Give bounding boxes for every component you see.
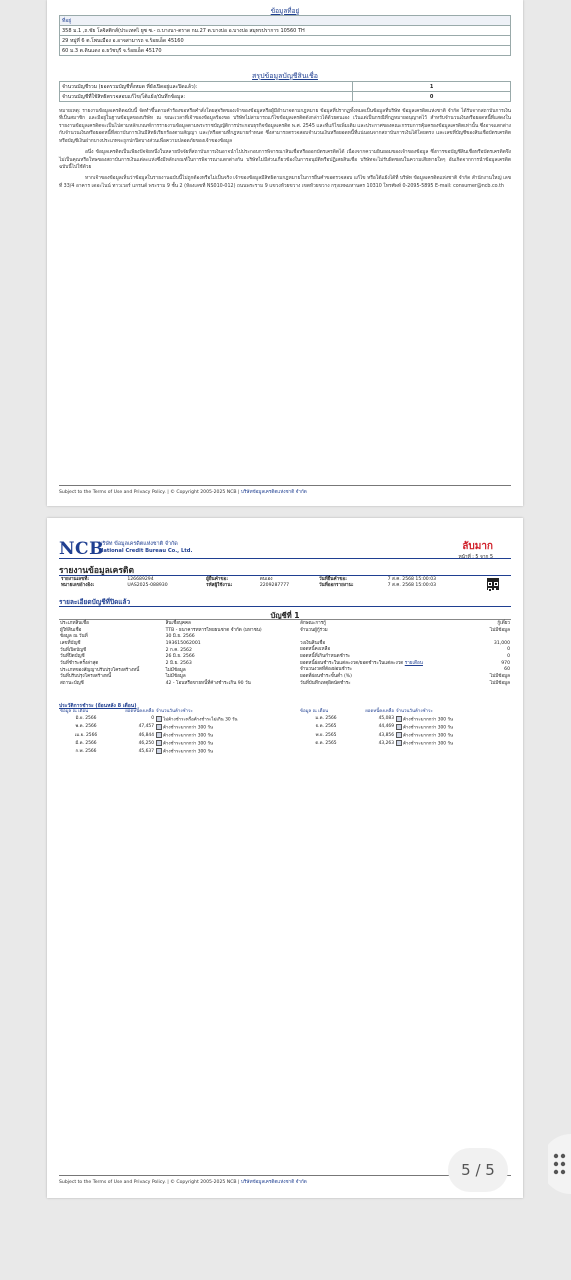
- monthly-link[interactable]: รายเดือน: [404, 660, 423, 666]
- confidential-label: ลับมาก: [462, 541, 493, 552]
- page-footer: [59, 489, 511, 496]
- kv-value: 42 - โอนหรือขายหนี้ที่ค้างชำระเกิน 90 วัน: [165, 680, 251, 686]
- history-header: จำนวนวันค้างชำระ: [396, 709, 433, 714]
- kv-value: TTB - ธนาคารทหารไทยธนชาต จำกัด (มหาชน): [165, 627, 262, 633]
- history-status: [155, 748, 239, 756]
- footer-divider: [59, 485, 511, 486]
- table-row: [59, 716, 239, 724]
- report-no-value: 126689294: [127, 577, 154, 582]
- table-row: [299, 716, 454, 724]
- history-balance: 45,083: [378, 716, 394, 722]
- user-id-value: 2209287777: [259, 582, 290, 588]
- kv-label: จำนวนงวดที่ต้องผ่อนชำระ: [300, 667, 353, 673]
- kv-label: วันที่เปิดบัญชี: [60, 647, 87, 653]
- kv-value: 26 มิ.ย. 2566: [165, 654, 195, 660]
- table-row: [59, 740, 239, 748]
- history-status-text: ค้างชำระมากกว่า 300 วัน: [163, 725, 213, 731]
- requester-value: ตนเอง: [259, 577, 273, 582]
- address-section-title: ข้อมูลที่อยู่: [270, 7, 300, 15]
- kv-label: ผู้ให้สินเชื่อ: [60, 627, 82, 633]
- kv-value: 970: [501, 660, 510, 666]
- account-divider: [59, 619, 511, 620]
- footer-link[interactable]: บริษัทข้อมูลเครดิตแห่งชาติ จำกัด: [241, 1180, 307, 1185]
- kv-value: กู้เดี่ยว: [497, 621, 510, 626]
- history-month: เม.ย. 2566: [74, 732, 98, 738]
- kv-value: 2 มิ.ย. 2563: [165, 660, 192, 666]
- header-divider: [59, 558, 511, 559]
- summary-label: จำนวนบัญชีที่ใช้สิทธิตรวจสอบแก้ไข/โต้แย้ง/บันทึกข้อมูล:: [60, 92, 353, 102]
- history-status-text: ค้างชำระมากกว่า 300 วัน: [403, 725, 453, 731]
- summary-value: 1: [353, 82, 511, 92]
- document-page-4: [47, 0, 523, 506]
- kv-label: เลขที่บัญชี: [60, 640, 81, 646]
- issue-date-value: 7 ส.ค. 2568 15:00:03: [387, 582, 437, 588]
- disclaimer-paragraph-2: อนึ่ง ข้อมูลเครดิตเป็นเพียงปัจจัยหนึ่งในหลายปัจจัยที่สถาบันการเงินอาจนำไปประกอบการพิจารณาสินเชื่อหรือออกบัตรเครดิตได้ เนื่องจากความยินยอมของเจ้าของข้อมูล ซึ่งการขอบัญชีสินเชื่อหรือบัตรเครดิตจึงไม่เป็นคุณหรือโทษของสถาบันการเงินแต่ละแห่งซึ่งมีหลักเกณฑ์ในการพิจารณาแตกต่างกัน บริษัทไม่มีส่วนเกี่ยวข้องในการอนุมัติหรือปฏิเสธสินเชื่อ บริษัทจะไม่รับผิดชอบในความเสียหายใดๆ อันเกิดจากการนำข้อมูลเครดิตฉบับนี้ไปใช้ด้วย: [59, 150, 511, 170]
- account-details-right: [299, 621, 511, 687]
- history-status-text: ค้างชำระมากกว่า 300 วัน: [403, 741, 453, 747]
- history-balance: 0: [151, 716, 154, 722]
- address-row: 60 ม.3 ต.ดินแดง อ.ธวัชบุรี จ.ร้อยเอ็ด 45170: [60, 46, 511, 56]
- history-status-text: ค้างชำระมากกว่า 300 วัน: [163, 741, 213, 747]
- status-checkbox-icon: [396, 732, 402, 738]
- report-header-table: [59, 577, 479, 589]
- grid-menu-icon[interactable]: [548, 1134, 571, 1194]
- footer-divider: [59, 1175, 511, 1176]
- kv-value: ไม่มีข้อมูล: [489, 680, 510, 686]
- page-indicator: 5 / 5: [448, 1148, 508, 1192]
- summary-label: จำนวนบัญชีรวม (ยอดรวมบัญชีทั้งหมด ที่ยังเปิดอยู่และปิดแล้ว):: [60, 82, 353, 92]
- ncb-logo: NCB: [59, 539, 104, 559]
- status-checkbox-icon: [156, 724, 162, 730]
- kv-label: ยอดหนี้คงเหลือ: [300, 647, 331, 653]
- history-header: ข้อมูล ณ เดือน: [300, 709, 329, 714]
- title-divider: [59, 575, 511, 576]
- document-page-5: [47, 518, 523, 1198]
- company-name-en: National Credit Bureau Co., Ltd.: [99, 548, 193, 554]
- report-no-label: รายงานเลขที่:: [61, 577, 90, 582]
- table-row: [299, 732, 454, 740]
- history-balance: 43,263: [378, 740, 394, 746]
- summary-value: 0: [353, 92, 511, 102]
- history-month: มี.ค. 2566: [75, 740, 97, 746]
- page-counter: หน้าที่ : 5 จาก 5: [458, 555, 493, 560]
- request-date-value: 7 ส.ค. 2568 15:00:03: [387, 577, 437, 582]
- request-date-label: วันที่ยื่นคำขอ:: [318, 577, 347, 582]
- issue-date-label: วันที่ออกรายงาน:: [318, 582, 354, 588]
- kv-value: 0: [507, 654, 510, 660]
- closed-title-divider: [59, 606, 511, 607]
- history-month: ม.ค. 2566: [315, 716, 337, 722]
- kv-label: วันที่ชำระครั้งล่าสุด: [60, 660, 99, 666]
- account-details-left: [59, 621, 279, 688]
- disclaimer-paragraph-1: หมายเหตุ: รายงานข้อมูลเครดิตฉบับนี้ จัดทำขึ้นตามคำร้องขอหรือคำสั่งโดยสุจริตของเจ้าของข้อมูลหรือผู้มีอำนาจตามกฎหมาย ข้อมูลที่ปรากฏทั้งหมดเป็นข้อมูลที่บริษัท ข้อมูลเครดิตแห่งชาติ จำกัด ได้รับจากสถาบันการเงินที่เป็นสมาชิก และมีอยู่ในฐานข้อมูลของบริษัท ณ ขณะเวลาที่เจ้าของข้อมูลร้องขอ บริษัทไม่สามารถแก้ไขข้อมูลเครดิตดังกล่าวได้ด้วยตนเอง เว้นแต่เป็นกรณีที่กฎหมายอนุญาตไว้ สำหรับจำนวนเงินหรือยอดหนี้ที่แสดงในรายงานข้อมูลเครดิตจะเป็นไปตามหลักเกณฑ์การรายงานข้อมูลตามพระราชบัญญัติการประกอบธุรกิจข้อมูลเครดิต พ.ศ. 2545 และที่แก้ไขเพิ่มเติม และประกาศของคณะกรรมการคุ้มครองข้อมูลเครดิตเท่านั้น ซึ่งอาจแตกต่างกับจำนวนเงินหรือยอดหนี้ที่สถาบันการเงินมีสิทธิเรียกร้องตามสัญญา และ/หรือตามที่กฎหมายกำหนด ซึ่งสามารถตรวจสอบจำนวนเงินหรือยอดหนี้ที่แน่นอนจากสถาบันการเงินได้โดยตรง และเลขที่บัญชีของสินเชื่อบัตรเครดิตหรือบัญชีเงินฝากบางประเภทจะถูกปกปิดบางส่วนเพื่อความปลอดภัยของเจ้าของข้อมูล: [59, 109, 511, 144]
- kv-value: 193615062001: [165, 640, 201, 646]
- status-checkbox-icon: [156, 740, 162, 746]
- kv-value: ไม่มีข้อมูล: [489, 627, 510, 633]
- kv-label: ประเภทของสัญญาปรับปรุงโครงสร้างหนี้: [60, 667, 140, 673]
- history-header: ข้อมูล ณ เดือน: [60, 709, 89, 714]
- kv-value: 0: [507, 647, 510, 653]
- status-checkbox-icon: [156, 748, 162, 754]
- history-status: [395, 716, 454, 724]
- history-status: [155, 732, 239, 740]
- kv-label: วันที่บันทึกเหตุผิดนัดชำระ: [300, 680, 351, 686]
- status-checkbox-icon: [396, 740, 402, 746]
- history-month: พ.ย. 2565: [315, 732, 337, 738]
- kv-label: ข้อมูล ณ วันที่: [60, 634, 88, 640]
- closed-accounts-title: รายละเอียดบัญชีที่ปิดแล้ว: [59, 598, 131, 606]
- kv-value: ไม่มีข้อมูล: [489, 674, 510, 680]
- disclaimer-paragraph-3: หากเจ้าของข้อมูลเห็นว่าข้อมูลในรายงานฉบับนี้ไม่ถูกต้องหรือไม่เป็นจริง เจ้าของข้อมูลมีสิทธิตามกฎหมายในการยื่นคำขอตรวจสอบ แก้ไข หรือโต้แย้งได้ที่ บริษัท ข้อมูลเครดิตแห่งชาติ จำกัด สำนักงานใหญ่ เลขที่ 33/4 อาคาร เดอะไนน์ ทาวเวอร์ แกรนด์ พระราม 9 ชั้น 2 (ห้องเลขที่ NS010-012) ถนนพระราม 9 แขวงห้วยขวาง เขตห้วยขวาง กรุงเทพมหานคร 10310 โทรศัพท์ 0-2095-5895 E-mail: consumer@ncb.co.th: [59, 176, 511, 189]
- table-row: [59, 748, 239, 756]
- history-month: พ.ค. 2566: [75, 724, 97, 730]
- history-month: ต.ค. 2565: [315, 740, 337, 746]
- kv-value: 60: [504, 667, 510, 673]
- kv-label: ประเภทสินเชื่อ: [60, 621, 89, 626]
- status-checkbox-icon: [396, 716, 402, 722]
- history-header: ยอดหนี้คงเหลือ: [125, 709, 154, 714]
- history-month: มิ.ย. 2566: [75, 716, 97, 722]
- user-id-label: รหัสผู้ใช้งาน:: [206, 582, 233, 588]
- kv-value: ไม่มีข้อมูล: [165, 674, 186, 680]
- qr-code-icon: [487, 578, 499, 590]
- history-month: ธ.ค. 2565: [315, 724, 337, 730]
- page-footer: [59, 1179, 511, 1186]
- address-row: 29 หมู่ที่ 6 ต.โพนเมือง อ.อาจสามารถ จ.ร้อยเอ็ด 45160: [60, 36, 511, 46]
- kv-label: จำนวนผู้กู้ร่วม: [300, 627, 328, 633]
- status-checkbox-icon: [156, 732, 162, 738]
- payment-history-right: [299, 709, 511, 748]
- status-checkbox-icon: [396, 724, 402, 730]
- company-name-th: บริษัท ข้อมูลเครดิตแห่งชาติ จำกัด: [99, 541, 178, 547]
- address-row: 358 ม.1 ,ถ.ชัย โลจิสติกส์(ประเทศไ ยูซ ซ.- ถ.บางนา-ตราด กม.27 ต.บางบ่อ อ.บางบ่อ สมุทรปราการ 10560 TH: [60, 26, 511, 36]
- kv-value: สินเชื่อบุคคล: [165, 621, 191, 626]
- kv-label: วันที่ปรับปรุงโครงสร้างหนี้: [60, 674, 112, 680]
- history-status: [155, 740, 239, 748]
- address-table-header: ที่อยู่: [60, 16, 511, 26]
- history-balance: 47,457: [138, 724, 154, 730]
- history-status: [155, 716, 239, 724]
- kv-label: ลักษณะการกู้: [300, 621, 326, 626]
- history-status: [155, 724, 239, 732]
- payment-history-title: ประวัติการชำระ (ย้อนหลัง 8 เดือน): [59, 703, 137, 709]
- kv-label-text: ยอดหนี้ผ่อนชำระในแต่ละงวด/ยอดชำระในแต่ละงวด: [300, 660, 404, 666]
- payment-history-left: [59, 709, 269, 756]
- footer-text: Subject to the Terms of Use and Privacy Policy. | © Copyright 2005-2025 NCB |: [59, 490, 240, 495]
- kv-label: ยอดที่ผ่อนชำระขั้นต่ำ (%): [300, 674, 352, 680]
- summary-section-title: สรุปข้อมูลบัญชีสินเชื่อ: [252, 72, 318, 80]
- reference-value: UAS2025-088930: [127, 582, 168, 588]
- account-title: บัญชีที่ 1: [270, 611, 300, 620]
- history-status-text: ค้างชำระมากกว่า 300 วัน: [403, 733, 453, 739]
- kv-label: ยอดหนี้ที่เกินกำหนดชำระ: [300, 654, 351, 660]
- history-balance: 45,637: [138, 748, 154, 754]
- status-checkbox-icon: [156, 716, 162, 722]
- history-balance: 44,469: [378, 724, 394, 730]
- report-title: รายงานข้อมูลเครดิต: [59, 566, 134, 576]
- history-balance: 43,856: [378, 732, 394, 738]
- footer-link[interactable]: บริษัทข้อมูลเครดิตแห่งชาติ จำกัด: [241, 490, 307, 495]
- reference-label: หมายเลขอ้างอิง:: [61, 582, 95, 588]
- disclaimer-block: [59, 108, 511, 190]
- history-header: จำนวนวันค้างชำระ: [156, 709, 193, 714]
- history-status-text: ค้างชำระมากกว่า 300 วัน: [163, 749, 213, 755]
- history-status: [395, 740, 454, 748]
- address-table: [59, 15, 511, 56]
- history-status-text: ค้างชำระมากกว่า 300 วัน: [163, 733, 213, 739]
- requester-label: ผู้ยื่นคำขอ:: [206, 577, 229, 582]
- kv-label: วันที่ปิดบัญชี: [60, 654, 85, 660]
- kv-label: สถานะบัญชี: [60, 680, 84, 686]
- history-balance: 46,844: [138, 732, 154, 738]
- footer-text: Subject to the Terms of Use and Privacy Policy. | © Copyright 2005-2025 NCB |: [59, 1180, 240, 1185]
- history-month: ก.พ. 2566: [75, 748, 97, 754]
- table-row: [299, 740, 454, 748]
- history-status: [395, 724, 454, 732]
- kv-value: 2 ก.ค. 2562: [165, 647, 192, 653]
- history-status: [395, 732, 454, 740]
- kv-value: 30 มิ.ย. 2566: [165, 634, 195, 640]
- table-row: [59, 724, 239, 732]
- kv-value: ไม่มีข้อมูล: [165, 667, 186, 673]
- table-row: [59, 732, 239, 740]
- history-status-text: ไม่ค้างชำระหรือค้างชำระไม่เกิน 30 วัน: [163, 717, 238, 723]
- table-row: [299, 724, 454, 732]
- history-status-text: ค้างชำระมากกว่า 300 วัน: [403, 717, 453, 723]
- kv-value: 31,000: [493, 640, 510, 646]
- kv-label: วงเงินสินเชื่อ: [300, 640, 326, 646]
- history-header: ยอดหนี้คงเหลือ: [365, 709, 394, 714]
- summary-table: [59, 81, 511, 102]
- history-balance: 46,250: [138, 740, 154, 746]
